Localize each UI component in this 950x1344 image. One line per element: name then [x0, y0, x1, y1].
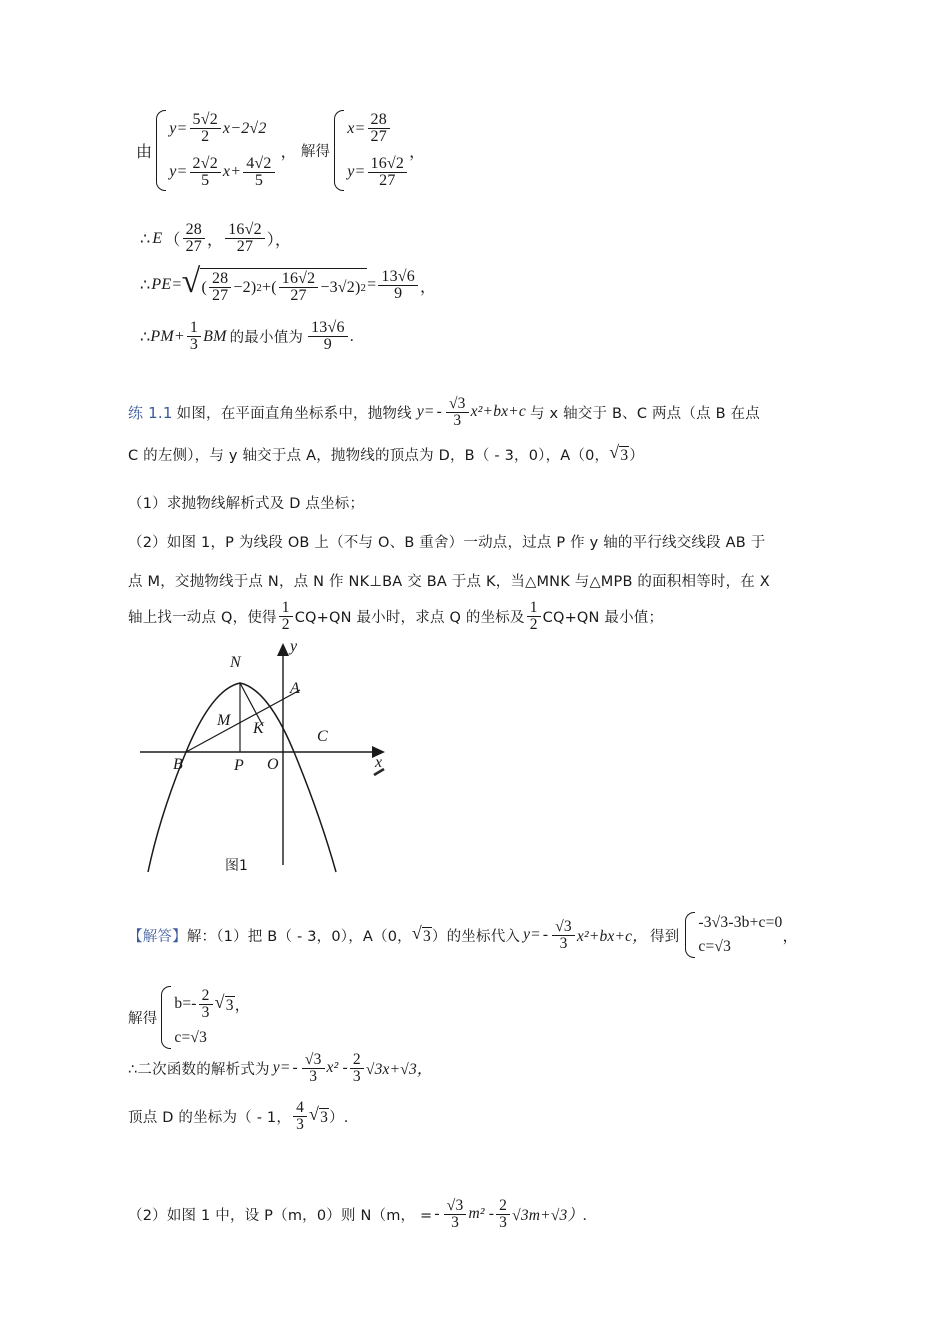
- sqrt-icon: √ 3: [309, 1103, 329, 1126]
- eq1-tail: x−2√2: [222, 119, 267, 137]
- lead-label: 由: [136, 144, 153, 162]
- quad-tail: √3x+√3，: [365, 1061, 433, 1079]
- system-comma: ，: [280, 144, 297, 162]
- answer-eq-minus: -: [542, 926, 549, 943]
- tail-text-b: √3m+√3）.: [512, 1207, 588, 1225]
- answer-system-1: [681, 912, 782, 958]
- min-res-den: 9: [323, 336, 332, 354]
- parabola-curve: [148, 683, 336, 872]
- system-right: [330, 110, 409, 191]
- system-left: [152, 110, 276, 191]
- paren-open: （: [164, 232, 181, 250]
- ex-eq-minus: -: [436, 403, 442, 421]
- paren-close: ），: [266, 232, 292, 250]
- y-axis-arrow-icon: [277, 643, 289, 656]
- PE-equals: =: [367, 276, 377, 294]
- min-res-num: 13√6: [308, 320, 348, 337]
- answer-lead: 解：（1）把 B（ - 3，0），A（0，: [186, 928, 412, 945]
- sqrt-icon: √ 3: [411, 922, 431, 945]
- sqrt-icon: √ ( $\frac{28}{27}$ −2 ) 2 + ( $\frac{16√2}{27}$ −3√2 ) 2: [181, 263, 367, 305]
- label-B: B: [173, 756, 183, 773]
- quad-f1-num: √3: [302, 1052, 325, 1069]
- sol1-lhs: x=: [347, 119, 366, 137]
- question-2-line-2: 点 M，交抛物线于点 N，点 N 作 NK⊥BA 交 BA 于点 K，当△MNK 与△MPB 的面积相等时，在 X: [128, 574, 770, 590]
- question-1: （1）求抛物线解析式及 D 点坐标；: [128, 496, 365, 512]
- exercise-line-2: [128, 444, 644, 465]
- sqrt-icon: √ 3: [609, 442, 629, 464]
- answer-eq-tail: x²+bx+c，: [576, 928, 648, 945]
- min-end: .: [349, 327, 354, 345]
- label-A: A: [290, 680, 300, 697]
- quad-f1-den: 3: [309, 1067, 318, 1085]
- tail-f1-den: 3: [451, 1213, 460, 1231]
- vertex-end: ）.: [329, 1109, 349, 1126]
- point-E-name: E: [152, 229, 163, 247]
- q2-l3-c: CQ+QN 最小值；: [542, 609, 664, 626]
- PE-eq: =: [172, 276, 182, 294]
- label-C: C: [317, 728, 328, 745]
- eq2-num: 2√2: [190, 156, 221, 173]
- q2-frac2-num: 1: [527, 600, 541, 617]
- tail-minus: -: [434, 1205, 440, 1223]
- figure-caption: 图1: [225, 858, 248, 874]
- answer-sqrt3: 3: [422, 927, 431, 945]
- sol1-num: 28: [368, 112, 390, 129]
- tail-mid: m² -: [468, 1205, 495, 1223]
- label-x-axis: x: [375, 754, 383, 771]
- therefore-icon: ∴: [140, 277, 151, 295]
- question-2-line-1: （2）如图 1，P 为线段 OB 上（不与 O、B 重舍）一动点，过点 P 作 y 轴的平行线交线段 AB 于: [128, 535, 766, 551]
- eq1-num: 5√2: [190, 112, 221, 129]
- label-K: K: [253, 720, 264, 737]
- left-brace-icon: [152, 110, 165, 191]
- system-trailing-comma: ，: [409, 144, 426, 162]
- answer-sys1-comma: ，: [782, 928, 799, 945]
- PE-res-den: 9: [394, 284, 403, 302]
- answer-tag: 【解答】: [128, 928, 187, 945]
- q2-frac-num: 1: [279, 600, 293, 617]
- left-brace-icon: [681, 912, 694, 958]
- sqrt-icon: √ 3: [214, 991, 234, 1014]
- min-frac-num: 1: [187, 320, 201, 337]
- answer-solve-label: 解得: [128, 1010, 158, 1027]
- sys1-line2: c=√3: [698, 938, 732, 955]
- exercise-line2-close: ）: [629, 448, 644, 464]
- answer-eq-lhs: y=: [523, 926, 541, 943]
- PE-t2-tail: −3√2: [320, 278, 355, 296]
- left-brace-icon: [157, 986, 170, 1049]
- label-M: M: [217, 712, 231, 729]
- ex-frac-num: √3: [446, 396, 469, 413]
- sys2-l1-comma: ，: [234, 997, 251, 1015]
- eq2-tail: x+: [222, 163, 242, 181]
- ex-eq-tail: x²+bx+c: [470, 403, 526, 421]
- tail-f2-num: 2: [496, 1198, 510, 1215]
- exercise-line2-text: C 的左侧），与 y 轴交于点 A，抛物线的顶点为 D，B（ - 3，0），A（0，: [128, 448, 610, 464]
- PE-plus: +: [262, 278, 272, 296]
- sol2-den: 27: [379, 171, 396, 189]
- quad-f2-num: 2: [350, 1052, 364, 1069]
- min-expr-b: BM: [203, 327, 227, 345]
- E-y-den: 27: [236, 238, 254, 256]
- q2-frac-den: 2: [281, 615, 290, 633]
- eq2-lhs: y=: [169, 163, 188, 181]
- quad-lhs: y=: [272, 1059, 291, 1077]
- sys2-l1-lhs: b=-: [174, 995, 197, 1013]
- eq2-den: 5: [201, 171, 210, 189]
- tail-f2-den: 3: [499, 1213, 508, 1231]
- eq2-num2: 4√2: [243, 156, 274, 173]
- E-sep: ，: [206, 232, 224, 250]
- sys2-l1-sqrt: 3: [225, 996, 234, 1014]
- label-O: O: [267, 756, 279, 773]
- label-N: N: [230, 654, 241, 671]
- PE-t1-tail: −2: [233, 278, 251, 296]
- right-brace-icon: [330, 110, 343, 191]
- answer-eq-num: √3: [552, 919, 575, 936]
- sol1-den: 27: [370, 128, 387, 146]
- answer-line-2: [128, 986, 250, 1049]
- answer-line-1: [128, 912, 798, 958]
- vertex-sqrt: 3: [320, 1108, 329, 1126]
- quad-text: ∴二次函数的解析式为: [128, 1061, 270, 1078]
- top-system-block: [136, 110, 425, 191]
- figure-1: [140, 640, 440, 890]
- quad-mid: x² -: [326, 1059, 348, 1077]
- sys2-l1-den: 3: [201, 1003, 210, 1021]
- exercise-text-b: 与 x 轴交于 B、C 两点（点 B 在点: [529, 405, 760, 422]
- answer-got: 得到: [649, 928, 680, 945]
- answer-lead-b: ）的坐标代入: [431, 928, 521, 945]
- vertex-text: 顶点 D 的坐标为（ - 1，: [128, 1109, 292, 1126]
- PE-t1-num: 28: [209, 271, 231, 288]
- q2-l3-b: CQ+QN 最小时，求点 Q 的坐标及: [294, 609, 525, 626]
- eq1-den: 2: [201, 128, 210, 146]
- sys2-l1-num: 2: [199, 988, 213, 1005]
- tail-text-a: （2）如图 1 中，设 P（m，0）则 N（m， =: [128, 1207, 433, 1224]
- exercise-line-1: [128, 396, 760, 429]
- vertex-num: 4: [293, 1100, 307, 1117]
- sys2-l2: c=√3: [174, 1028, 208, 1046]
- eq2-den2: 5: [254, 171, 264, 189]
- exercise-tag: 练 1.1: [128, 403, 173, 422]
- exercise-text-a: 如图，在平面直角坐标系中，抛物线: [176, 405, 412, 422]
- min-expr-a: PM+: [150, 327, 185, 345]
- ex-sqrt3: 3: [620, 447, 629, 464]
- PE-t1-den: 27: [211, 287, 229, 305]
- therefore-icon: ∴: [140, 328, 151, 346]
- solve-label: 解得: [300, 144, 331, 161]
- line-minimum: [140, 320, 354, 354]
- min-frac-den: 3: [189, 336, 199, 354]
- E-x-num: 28: [183, 222, 205, 239]
- sys1-line1: -3√3-3b+c=0: [698, 914, 783, 931]
- sol2-num: 16√2: [368, 156, 408, 173]
- therefore-icon: ∴: [140, 230, 151, 248]
- label-P: P: [234, 757, 244, 774]
- tail-f1-num: √3: [444, 1198, 467, 1215]
- ex-frac-den: 3: [453, 411, 462, 429]
- PE-name: PE: [151, 276, 172, 294]
- E-x-den: 27: [185, 238, 202, 256]
- coordinate-diagram: [140, 640, 440, 890]
- question-2-line-3: [128, 600, 663, 633]
- quad-minus: -: [292, 1059, 298, 1077]
- PE-t2-num: 16√2: [279, 271, 319, 288]
- quad-f2-den: 3: [352, 1067, 361, 1085]
- PE-t2-den: 27: [290, 287, 307, 305]
- vertex-den: 3: [296, 1115, 305, 1133]
- line-point-E: [140, 222, 291, 256]
- line-PE: [140, 263, 437, 305]
- tail-line: [128, 1198, 587, 1231]
- eq1-lhs: y=: [169, 119, 188, 137]
- answer-eq-den: 3: [559, 934, 568, 952]
- PE-end: ，: [419, 278, 437, 296]
- answer-system-2: [157, 986, 250, 1049]
- ex-eq-lhs: y=: [416, 403, 435, 421]
- sol2-lhs: y=: [347, 163, 366, 181]
- q2-frac2-den: 2: [529, 615, 538, 633]
- E-y-num: 16√2: [225, 222, 265, 239]
- PE-res-num: 13√6: [378, 269, 418, 286]
- min-text: 的最小值为: [229, 330, 304, 347]
- answer-line-3: [128, 1052, 433, 1085]
- answer-line-4: [128, 1100, 349, 1133]
- label-y-axis: y: [290, 638, 298, 655]
- q2-l3-a: 轴上找一动点 Q，使得: [128, 609, 277, 626]
